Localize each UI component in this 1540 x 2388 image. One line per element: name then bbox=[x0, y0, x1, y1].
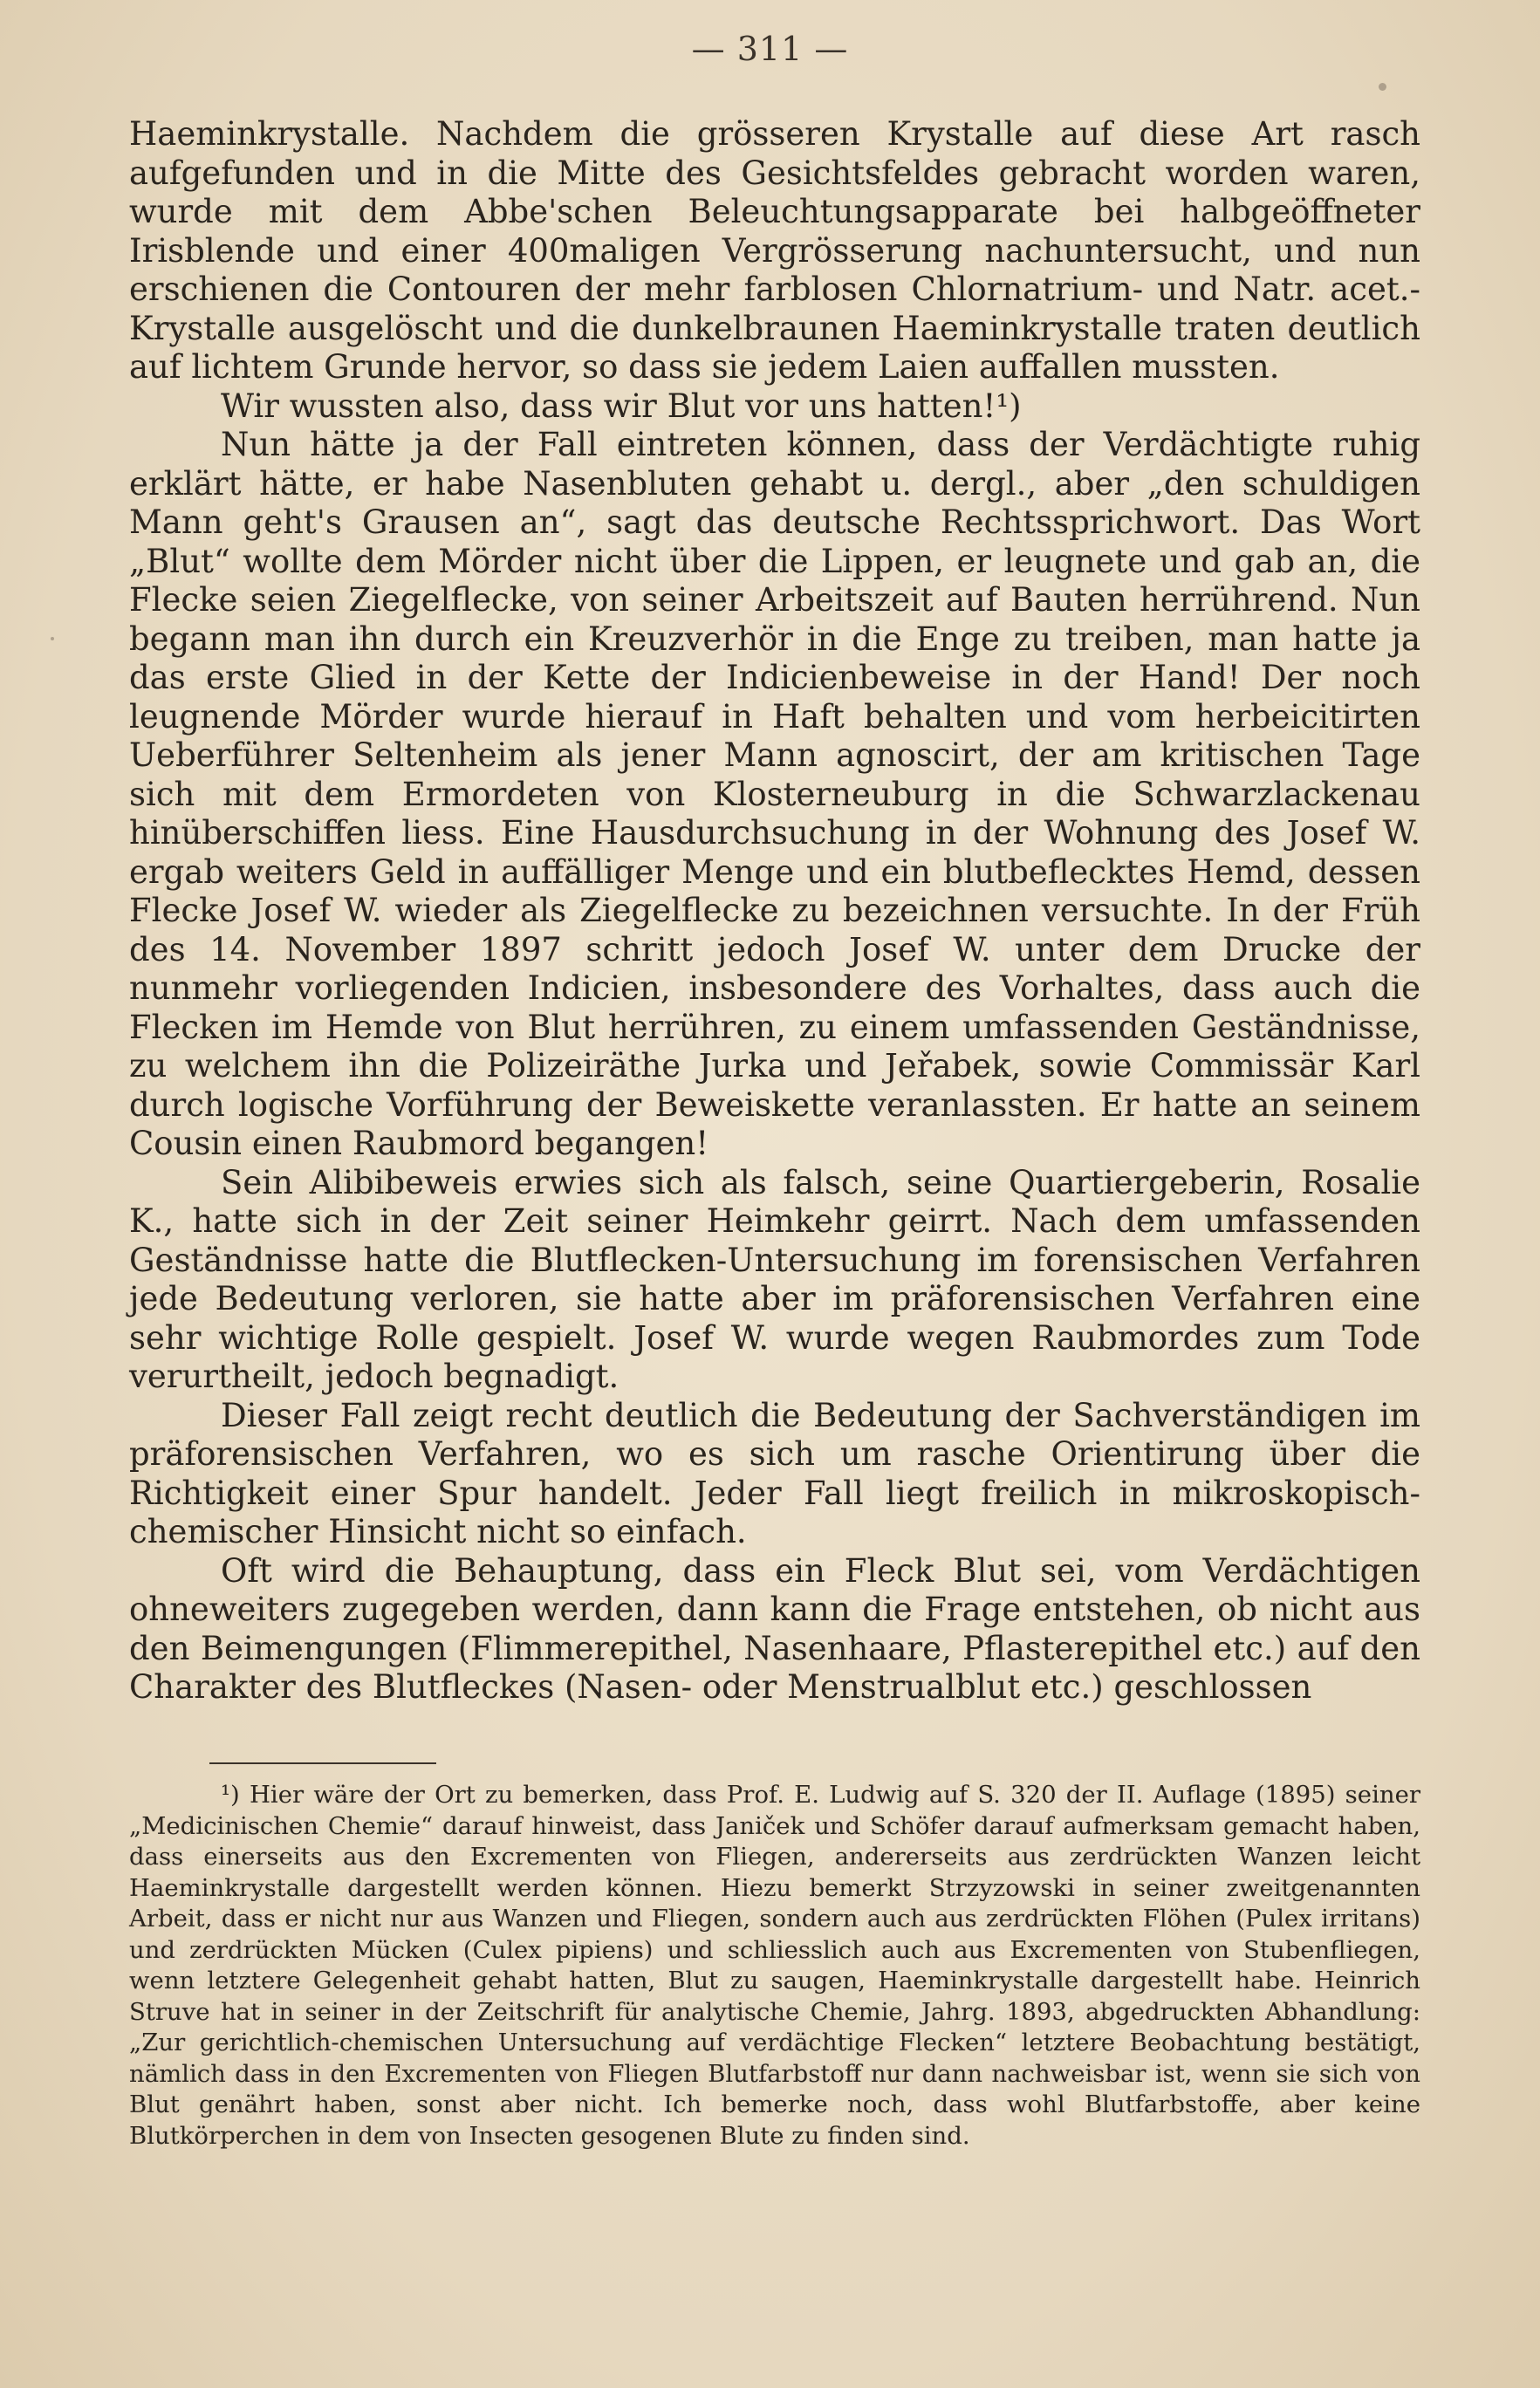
paragraph-1: Haeminkrystalle. Nachdem die grösseren Krystalle auf diese Art rasch aufgefunden und in die Mitte des Gesichtsfeldes gebracht worden waren, wurde mit dem Abbe'schen Beleuchtungsapparate bei halbgeöffneter Irisblende und einer 400maligen Vergrösserung nachuntersucht, und nun erschienen die Contouren der mehr farblosen Chlornatrium- und Natr. acet.-Krystalle ausgelöscht und die dunkelbraunen Haeminkrystalle traten deutlich auf lichtem Grunde hervor, so dass sie jedem Laien auffallen mussten. bbox=[129, 115, 1420, 386]
paragraph-6: Oft wird die Behauptung, dass ein Fleck Blut sei, vom Verdächtigen ohneweiters zugegeben werden, dann kann die Frage entstehen, ob nicht aus den Beimengungen (Flimmerepithel, Nasenhaare, Pflasterepithel etc.) auf den Charakter des Blutfleckes (Nasen- oder Menstrualblut etc.) geschlossen bbox=[129, 1551, 1420, 1706]
main-text bbox=[129, 115, 1420, 1707]
paragraph-4: Sein Alibibeweis erwies sich als falsch, seine Quartiergeberin, Rosalie K., hatte sich in der Zeit seiner Heimkehr geirrt. Nach dem umfassenden Geständnisse hatte die Blutflecken-Untersuchung im forensischen Verfahren jede Bedeutung verloren, sie hatte aber im präforensischen Verfahren eine sehr wichtige Rolle gespielt. Josef W. wurde wegen Raubmordes zum Tode verurtheilt, jedoch begnadigt. bbox=[129, 1163, 1420, 1395]
paper-speck bbox=[51, 637, 54, 640]
paragraph-3: Nun hätte ja der Fall eintreten können, dass der Verdächtigte ruhig erklärt hätte, er habe Nasenbluten gehabt u. dergl., aber „den schuldigen Mann geht's Grausen an“, sagt das deutsche Rechtssprichwort. Das Wort „Blut“ wollte dem Mörder nicht über die Lippen, er leugnete und gab an, die Flecke seien Ziegelflecke, von seiner Arbeitszeit auf Bauten herrührend. Nun begann man ihn durch ein Kreuzverhör in die Enge zu treiben, man hatte ja das erste Glied in der Kette der Indicienbeweise in der Hand! Der noch leugnende Mörder wurde hierauf in Haft behalten und vom herbeicitirten Ueberführer Seltenheim als jener Mann agnoscirt, der am kritischen Tage sich mit dem Ermordeten von Klosterneuburg in die Schwarzlackenau hinüberschiffen liess. Eine Hausdurchsuchung in der Wohnung des Josef W. ergab weiters Geld in auffälliger Menge und ein blutbeflecktes Hemd, dessen Flecke Josef W. wieder als Ziegelflecke zu bezeichnen versuchte. In der Früh des 14. November 1897 schritt jedoch Josef W. unter dem Drucke der nunmehr vorliegenden Indicien, insbesondere des Vorhaltes, dass auch die Flecken im Hemde von Blut herrühren, zu einem umfassenden Geständnisse, zu welchem ihn die Polizeiräthe Jurka und Jeřabek, sowie Commissär Karl durch logische Vorführung der Beweiskette veranlassten. Er hatte an seinem Cousin einen Raubmord begangen! bbox=[129, 426, 1420, 1162]
page-number: — 311 — bbox=[691, 30, 849, 68]
footnote-divider bbox=[209, 1762, 436, 1764]
footnotes bbox=[129, 1780, 1420, 2152]
paper-speck bbox=[1379, 83, 1386, 91]
paragraph-2: Wir wussten also, dass wir Blut vor uns hatten!¹) bbox=[221, 387, 1022, 425]
paragraph-5: Dieser Fall zeigt recht deutlich die Bedeutung der Sachverständigen im präforensischen Verfahren, wo es sich um rasche Orientirung über die Richtigkeit einer Spur handelt. Jeder Fall liegt freilich in mikroskopisch-chemischer Hinsicht nicht so einfach. bbox=[129, 1396, 1420, 1550]
footnote-1: ¹) Hier wäre der Ort zu bemerken, dass Prof. E. Ludwig auf S. 320 der II. Auflage (1895) seiner „Medicinischen Chemie“ darauf hinweist, dass Janiček und Schöfer darauf aufmerksam gemacht haben, dass einerseits aus den Excrementen von Fliegen, andererseits aus zerdrückten Wanzen leicht Haeminkrystalle dargestellt werden können. Hiezu bemerkt Strzyzowski in seiner zweitgenannten Arbeit, dass er nicht nur aus Wanzen und Fliegen, sondern auch aus zerdrückten Flöhen (Pulex irritans) und zerdrückten Mücken (Culex pipiens) und schliesslich auch aus Excrementen von Stubenfliegen, wenn letztere Gelegenheit gehabt hatten, Blut zu saugen, Haeminkrystalle dargestellt habe. Heinrich Struve hat in seiner in der Zeitschrift für analytische Chemie, Jahrg. 1893, abgedruckten Abhandlung: „Zur gerichtlich-chemischen Untersuchung auf verdächtige Flecken“ letztere Beobachtung bestätigt, nämlich dass in den Excrementen von Fliegen Blutfarbstoff nur dann nachweisbar ist, wenn sie sich von Blut genährt haben, sonst aber nicht. Ich bemerke noch, dass wohl Blutfarbstoffe, aber keine Blutkörperchen in dem von Insecten gesogenen Blute zu finden sind. bbox=[129, 1781, 1420, 2150]
